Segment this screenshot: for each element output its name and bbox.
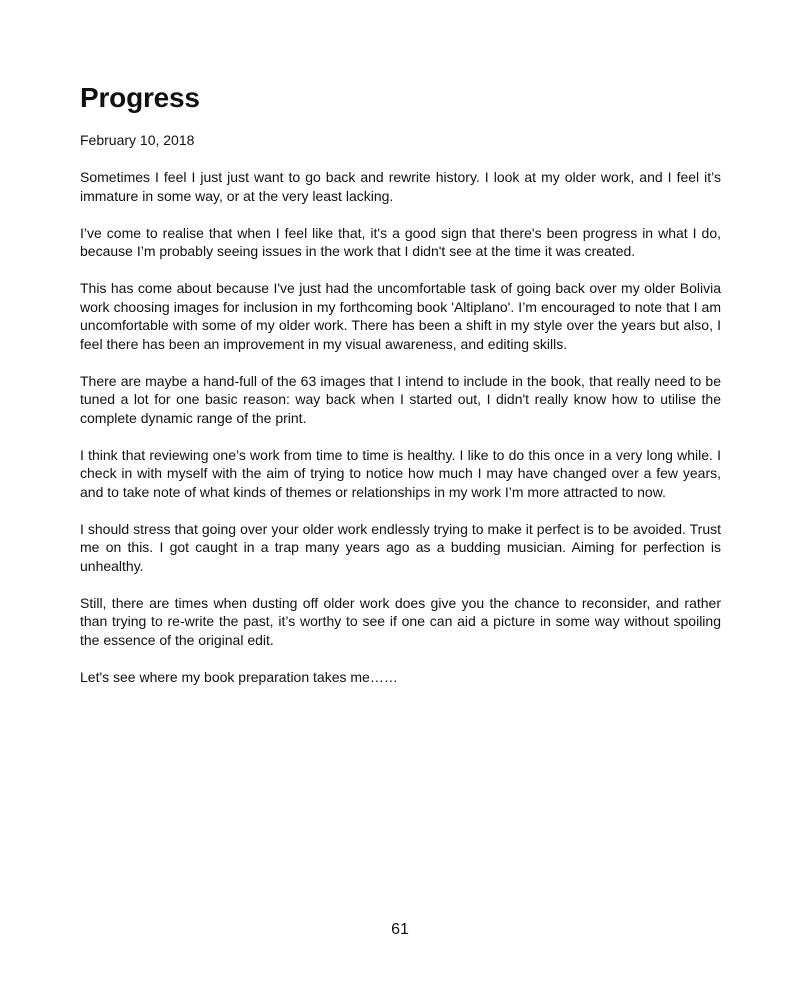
paragraph: This has come about because I've just had the uncomfortable task of going back over my older Bolivia work choosing images for inclusion in my forthcoming book 'Altiplano'. I’m encouraged to note that I am uncomfortable with some of my older work. There has been a shift in my style over the years but also, I feel there has been an improvement in my visual awareness, and editing skills. (80, 280, 721, 352)
paragraph: There are maybe a hand-full of the 63 images that I intend to include in the book, that really need to be tuned a lot for one basic reason: way back when I started out, I didn't really know how to utilise the complete dynamic range of the print. (80, 372, 721, 426)
document-page (80, 80, 721, 705)
paragraph: I should stress that going over your older work endlessly trying to make it perfect is to be avoided. Trust me on this. I got caught in a trap many years ago as a budding musician. Aiming for perfection is unhealthy. (80, 520, 721, 574)
paragraph: Let's see where my book preparation takes me…… (80, 668, 398, 685)
paragraph: I’ve come to realise that when I feel like that, it's a good sign that there's been progress in what I do, because I’m probably seeing issues in the work that I didn't see at the time it was created. (80, 224, 721, 259)
page-number: 61 (391, 921, 409, 938)
article-body (80, 168, 721, 686)
paragraph: Sometimes I feel I just just want to go back and rewrite history. I look at my older work, and I feel it’s immature in some way, or at the very least lacking. (80, 169, 721, 204)
post-date: February 10, 2018 (80, 132, 195, 148)
page-title: Progress (80, 82, 200, 113)
paragraph: I think that reviewing one’s work from time to time is healthy. I like to do this once in a very long while. I check in with myself with the aim of trying to notice how much I may have changed over a few years, and to take note of what kinds of themes or relationships in my work I’m more attracted to now. (80, 446, 721, 500)
paragraph: Still, there are times when dusting off older work does give you the chance to reconsider, and rather than trying to re-write the past, it’s worthy to see if one can aid a picture in some way without spoiling the essence of the original edit. (80, 594, 721, 648)
